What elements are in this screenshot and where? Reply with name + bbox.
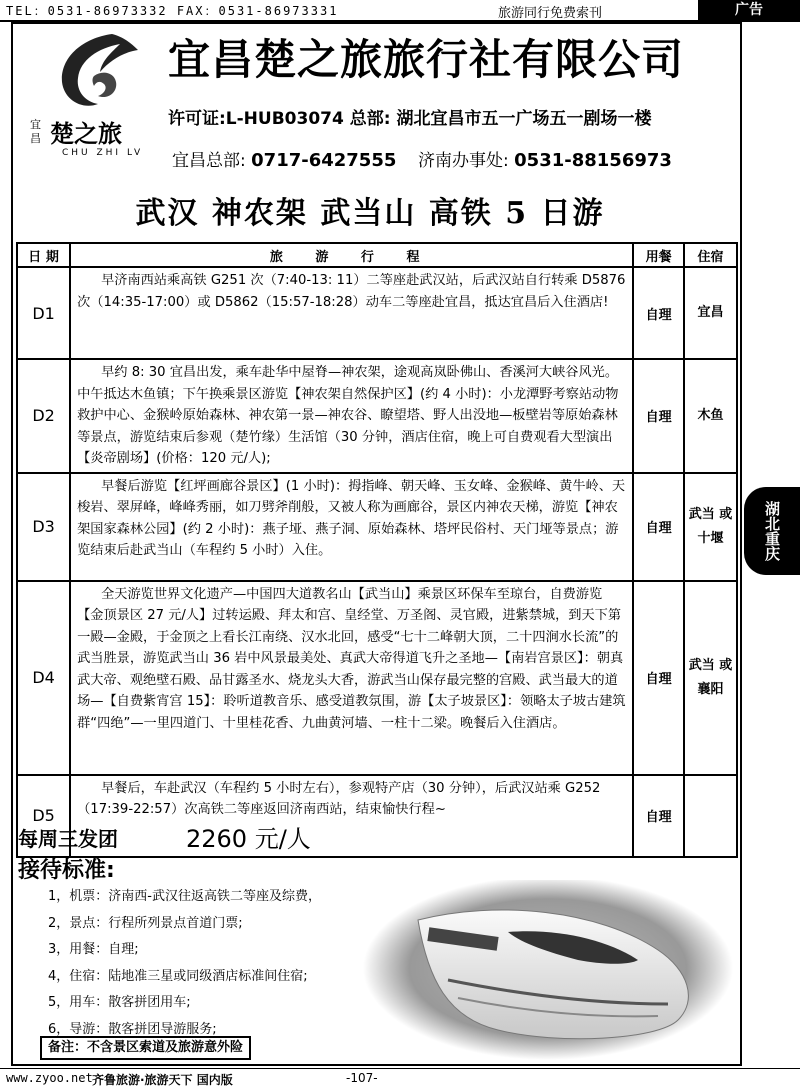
stay-cell	[684, 775, 737, 857]
stay-cell: 武当 或 十堰	[684, 473, 737, 581]
standards-list	[48, 884, 321, 1043]
header-date: 日 期	[17, 243, 70, 267]
price: 2260 元/人	[186, 825, 311, 853]
list-item: 1，机票：济南西-武汉往返高铁二等座及综费，	[48, 889, 321, 904]
region-side-tab: 湖北重庆	[744, 487, 800, 575]
table-row	[17, 473, 737, 581]
remark-box: 备注：不含景区索道及旅游意外险	[40, 1036, 251, 1060]
day-cell: D4	[17, 581, 70, 775]
footer-site: www.zyoo.net	[6, 1071, 93, 1085]
swirl-logo-icon	[42, 30, 142, 114]
meal-cell: 自理	[633, 473, 684, 581]
logo-pinyin: CHU ZHI LV	[62, 148, 144, 158]
list-item: 2，景点：行程所列景点首道门票;	[48, 915, 243, 931]
stay-cell: 武当 或 襄阳	[684, 581, 737, 775]
table-header-row	[17, 243, 737, 267]
itinerary-cell: 全天游览世界文化遗产—中国四大道教名山【武当山】乘景区环保车至琼台，自费游览【金顶景区 27 元/人】过转运殿、拜太和宫、皇经堂、万圣阁、灵官殿，进紫禁城，到天下第一殿—金殿，于金顶之上看长江南绕、汉水北回，感受“七十二峰朝大顶，二十四涧水长流”的武当胜景，游览武当山 36 岩中风景最美处、真武大帝得道飞升之圣地—【南岩宫景区】：朝真武大帝、观绝壁石殿、品甘露圣水、烧龙头大香，游武当山保存最完整的宫殿、武当最大的道场—【自费紫宵宫 15】：聆听道教音乐、感受道教氛围，游【太子坡景区】：领略太子坡古建筑群“四绝”—一里四道门、十里桂花香、九曲黄河墙、一柱十二梁。晚餐后入住酒店。	[70, 581, 633, 775]
logo-city: 宜昌	[30, 118, 41, 145]
day-cell: D2	[17, 359, 70, 473]
company-logo	[30, 30, 150, 160]
departure-schedule: 每周三发团	[18, 827, 118, 851]
list-item: 3，用餐：自理;	[48, 942, 139, 957]
phone-line	[172, 146, 672, 171]
magazine-slogan: 旅游同行免费索刊	[498, 6, 603, 21]
license-line: 许可证:L-HUB03074 总部: 湖北宜昌市五一广场五一剧场一楼	[168, 109, 652, 129]
ad-tag: 广告	[698, 0, 800, 20]
footer-strip	[0, 1068, 800, 1088]
table-row	[17, 267, 737, 359]
high-speed-train-image	[358, 880, 736, 1065]
itinerary-cell: 早餐后，车赴武汉（车程约 5 小时左右），参观特产店（30 分钟），后武汉站乘 G252（17:39-22:57）次高铁二等座返回济南西站，结束愉快行程~	[70, 775, 633, 857]
itinerary-cell: 早济南西站乘高铁 G251 次（7:40-13: 11）二等座赴武汉站，后武汉站自行转乘 D5876 次（14:35-17:00）或 D5862（15:57-18:28）动车二等座赴宜昌，抵达宜昌后入住酒店!	[70, 267, 633, 359]
jinan-label: 济南办事处:	[418, 151, 509, 171]
itinerary-table	[16, 242, 738, 858]
jinan-phone: 0531-88156973	[514, 150, 672, 171]
list-item: 6，导游：散客拼团导游服务;	[48, 1021, 217, 1037]
table-row	[17, 581, 737, 775]
logo-brand: 楚之旅	[50, 119, 122, 148]
stay-cell: 宜昌	[684, 267, 737, 359]
header-stay: 住宿	[684, 243, 737, 267]
day-cell: D5	[17, 775, 70, 857]
hq-phone: 0717-6427555	[251, 150, 397, 171]
header-meal: 用餐	[633, 243, 684, 267]
itinerary-cell: 早约 8: 30 宜昌出发，乘车赴华中屋脊—神农架，途观高岚卧佛山、香溪河大峡谷风光。中午抵达木鱼镇；下午换乘景区游览【神农架自然保护区】(约 4 小时)：小龙潭野考察站动物救护中心、金猴岭原始森林、神农第一景—神农谷、瞭望塔、野人出没地—板壁岩等原始森林等景点，游览结束后参观（楚竹缘）生活馆（30 分钟，酒店住宿，晚上可自费观看大型演出【炎帝剧场】(价格：120 元/人);	[70, 359, 633, 473]
itinerary-cell: 早餐后游览【红坪画廊谷景区】(1 小时)：拇指峰、朝天峰、玉女峰、金猴峰、黄牛岭、天梭岩、翠屏峰，峰峰秀丽，如刀劈斧削般，又被人称为画廊谷，景区内神农天梯，游览【神农架国家森林公园】(约 2 小时)：燕子垭、燕子洞、原始森林、塔坪民俗村、天门垭等景点；游览结束后赴武当山（车程约 5 小时）入住。	[70, 473, 633, 581]
meal-cell: 自理	[633, 775, 684, 857]
contact-line: TEL：0531-86973332 FAX：0531-86973331	[6, 4, 339, 18]
meal-cell: 自理	[633, 581, 684, 775]
list-item: 5，用车：散客拼团用车;	[48, 995, 191, 1010]
company-name: 宜昌楚之旅旅行社有限公司	[168, 35, 685, 84]
table-row	[17, 359, 737, 473]
table-row	[17, 775, 737, 857]
tour-title: 武汉 神农架 武当山 高铁 5 日游	[135, 196, 605, 231]
header-itinerary: 旅 游 行 程	[70, 243, 633, 267]
day-cell: D1	[17, 267, 70, 359]
meal-cell: 自理	[633, 359, 684, 473]
meal-cell: 自理	[633, 267, 684, 359]
top-strip	[0, 0, 800, 22]
page-number: -107-	[346, 1071, 378, 1085]
stay-cell: 木鱼	[684, 359, 737, 473]
standards-title: 接待标准:	[18, 858, 115, 883]
footer-publication: 齐鲁旅游·旅游天下 国内版	[92, 1073, 233, 1087]
hq-label: 宜昌总部:	[172, 151, 246, 171]
day-cell: D3	[17, 473, 70, 581]
list-item: 4，住宿：陆地准三星或同级酒店标准间住宿;	[48, 968, 308, 984]
